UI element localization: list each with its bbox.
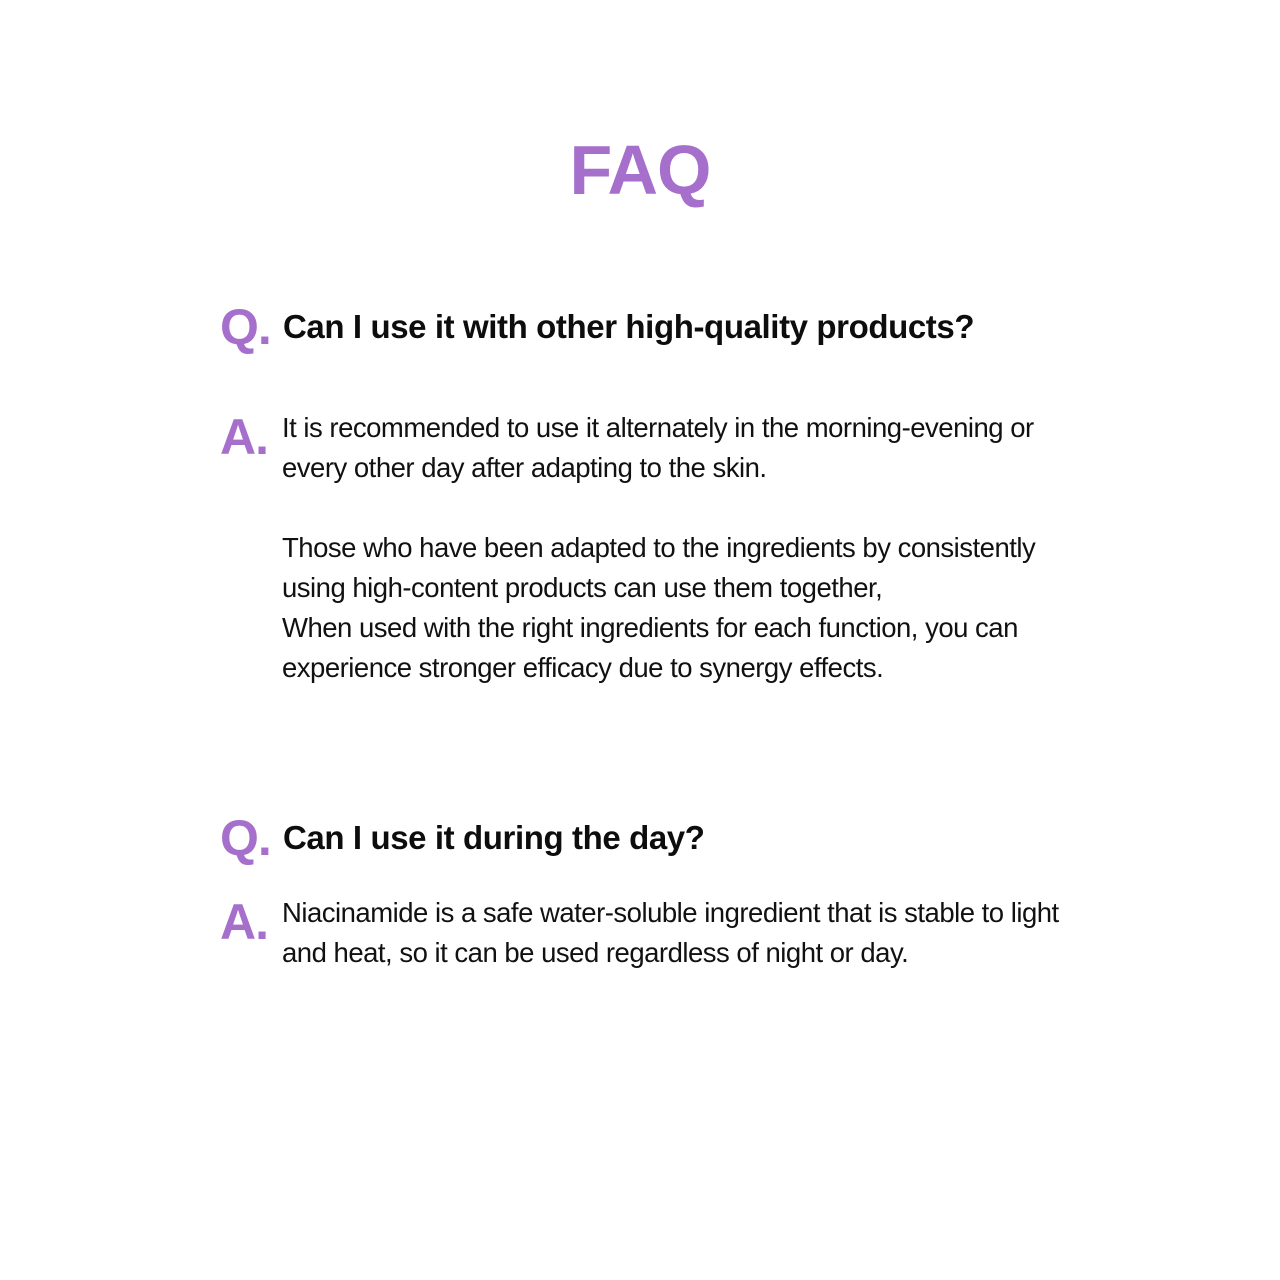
faq-answer [282,893,1082,973]
page-title: FAQ [569,131,711,209]
faq-answer [282,408,1082,688]
answer-paragraph: Those who have been adapted to the ingredients by consistently using high-content products can use them together, [282,532,1036,603]
answer-marker: A. [220,894,268,950]
answer-paragraph: It is recommended to use it alternately in the morning-evening or every other day after adapting to the skin. [282,412,1034,483]
answer-paragraph: Niacinamide is a safe water-soluble ingredient that is stable to light and heat, so it can be used regardless of night or day. [282,897,1059,968]
faq-question: Can I use it during the day? [283,819,705,856]
question-marker: Q. [220,299,271,355]
question-marker: Q. [220,810,271,866]
faq-question: Can I use it with other high-quality products? [283,308,975,345]
answer-paragraph: When used with the right ingredients for each function, you can experience stronger efficacy due to synergy effects. [282,612,1018,683]
answer-marker: A. [220,409,268,465]
